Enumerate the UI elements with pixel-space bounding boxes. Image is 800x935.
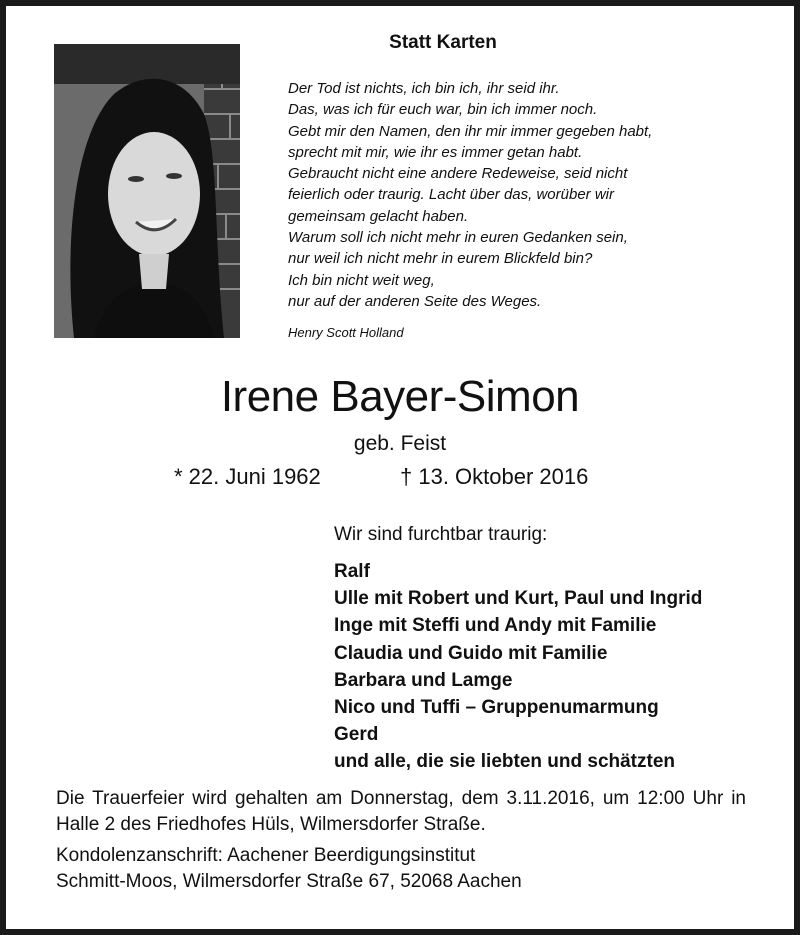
condolence-address [56, 843, 522, 895]
birth-date: * 22. Juni 1962 [174, 464, 321, 489]
funeral-service-info: Die Trauerfeier wird gehalten am Donnerstag, dem 3.11.2016, um 12:00 Uhr in Halle 2 des Friedhofes Hüls, Wilmersdorfer Straße. [56, 788, 746, 835]
address-line: Schmitt-Moos, Wilmersdorfer Straße 67, 52068 Aachen [56, 871, 522, 892]
family-line: Ulle mit Robert und Kurt, Paul und Ingrid [334, 588, 703, 610]
poem-author: Henry Scott Holland [288, 325, 404, 340]
poem-line: feierlich oder traurig. Lacht über das, worüber wir [288, 186, 614, 204]
poem-line: Das, was ich für euch war, bin ich immer noch. [288, 101, 598, 119]
family-line: Ralf [334, 561, 370, 582]
family-line: Inge mit Steffi und Andy mit Familie [334, 615, 657, 637]
poem-line: gemeinsam gelacht haben. [288, 207, 469, 225]
poem-line: Gebraucht nicht eine andere Redeweise, seid nicht [288, 165, 628, 183]
family-list [334, 558, 702, 776]
address-line: Kondolenzanschrift: Aachener Beerdigungsinstitut [56, 845, 476, 866]
poem-line: sprecht mit mir, wie ihr es immer getan habt. [288, 143, 583, 161]
poem-line: Der Tod ist nichts, ich bin ich, ihr seid ihr. [288, 80, 560, 97]
family-line: Barbara und Lamge [334, 669, 513, 691]
obituary-notice [6, 6, 794, 929]
family-line: Gerd [334, 724, 379, 746]
poem-line: Warum soll ich nicht mehr in euren Gedanken sein, [288, 229, 628, 247]
poem [288, 78, 758, 312]
deceased-name: Irene Bayer-Simon [220, 372, 580, 421]
poem-line: nur auf der anderen Seite des Weges. [288, 292, 542, 310]
maiden-name: geb. Feist [353, 432, 447, 455]
family-line: Nico und Tuffi – Gruppenumarmung [334, 697, 659, 719]
poem-line: nur weil ich nicht mehr in eurem Blickfeld bin? [288, 250, 593, 268]
poem-line: Ich bin nicht weit weg, [288, 271, 435, 289]
notice-heading: Statt Karten [389, 32, 497, 53]
family-line: und alle, die sie liebten und schätzten [334, 751, 676, 773]
family-line: Claudia und Guido mit Familie [334, 642, 608, 664]
death-date: † 13. Oktober 2016 [400, 464, 589, 489]
mourning-text: Wir sind furchtbar traurig: [334, 524, 548, 545]
poem-line: Gebt mir den Namen, den ihr mir immer gegeben habt, [288, 122, 653, 140]
portrait-photo [54, 44, 240, 338]
